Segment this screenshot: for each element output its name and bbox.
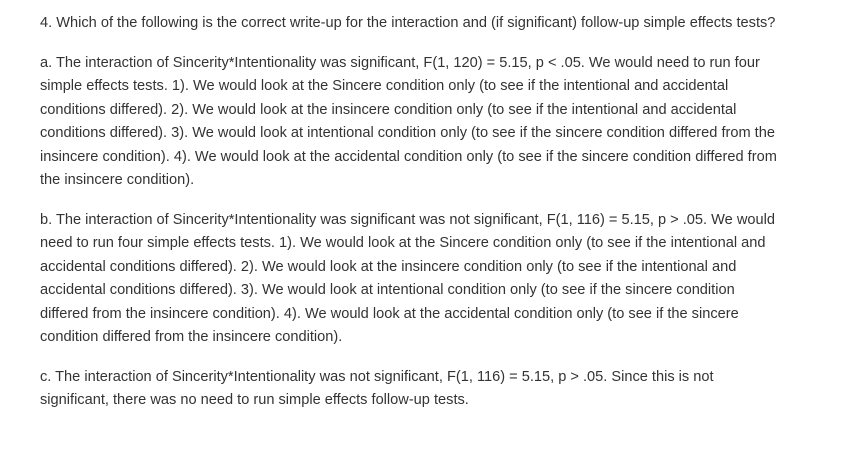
answer-option-c[interactable] xyxy=(40,366,780,413)
answer-option-b-text: b. The interaction of Sincerity*Intentionality was significant was not significant, F(1, 116) = 5.15, p > .05. We would need to run four simple effects tests. 1). We would look at the Sincere condition only (to see if the intentional and accidental conditions differed). 2). We would look at the insincere condition only (to see if the intentional and accidental conditions differed). 3). We would look at intentional condition only (to see if the sincere condition differed from the insincere condition). 4). We would look at the accidental condition only (to see if the sincere condition differed from the insincere condition). xyxy=(40,211,775,345)
question-block xyxy=(40,12,780,36)
answer-option-a[interactable] xyxy=(40,52,780,193)
answer-option-b[interactable] xyxy=(40,209,780,350)
question-text: 4. Which of the following is the correct write-up for the interaction and (if significant) follow-up simple effects tests? xyxy=(40,15,776,31)
answer-option-a-text: a. The interaction of Sincerity*Intentionality was significant, F(1, 120) = 5.15, p < .05. We would need to run four simple effects tests. 1). We would look at the Sincere condition only (to see if the intentional and accidental conditions differed). 2). We would look at the insincere condition only (to see if the intentional and accidental conditions differed). 3). We would look at intentional condition only (to see if the sincere condition differed from the insincere condition). 4). We would look at the accidental condition only (to see if the sincere condition differed from the insincere condition). xyxy=(40,54,777,188)
answer-option-c-text: c. The interaction of Sincerity*Intentionality was not significant, F(1, 116) = 5.15, p > .05. Since this is not significant, there was no need to run simple effects follow-up tests. xyxy=(40,368,714,408)
